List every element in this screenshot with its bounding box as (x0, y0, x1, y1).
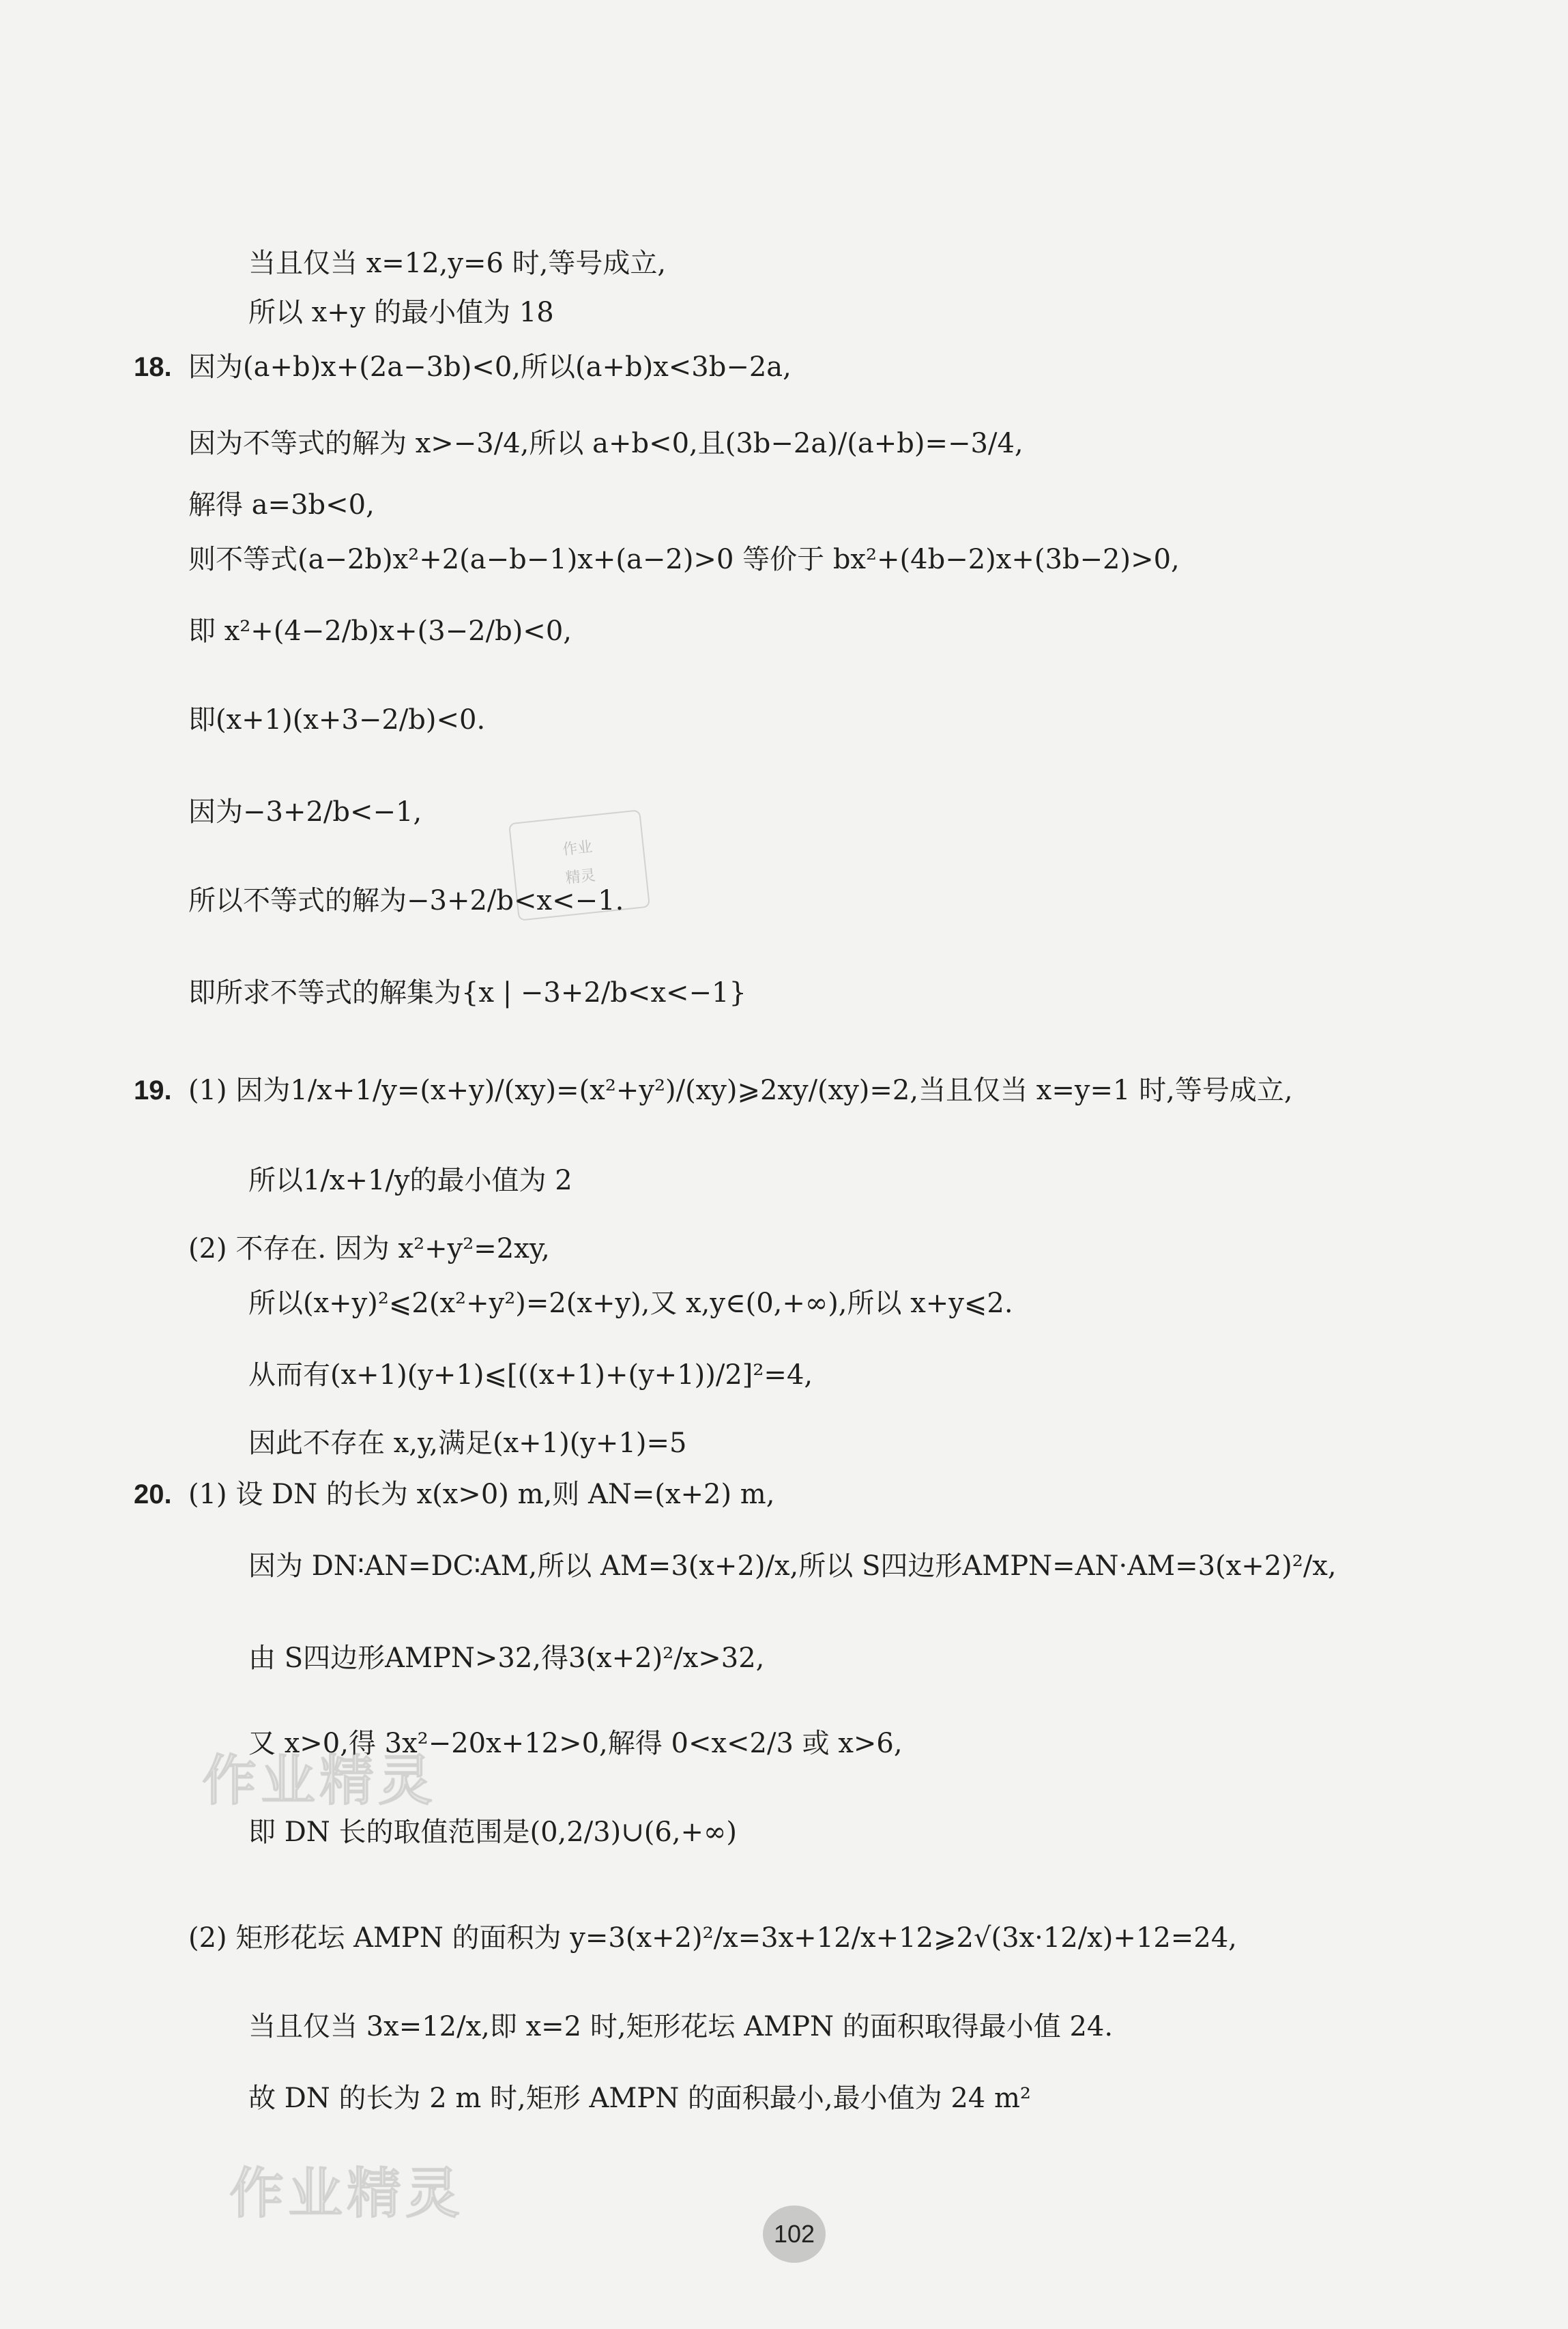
text-line: 即所求不等式的解集为{x | −3+2/b<x<−1} (188, 977, 746, 1009)
page-number: 102 (763, 2205, 826, 2263)
text-line: 所以(x+y)²⩽2(x²+y²)=2(x+y),又 x,y∈(0,+∞),所以 x+y⩽2. (248, 1288, 1013, 1319)
stamp-text: 作业 (562, 838, 594, 859)
text-line: 故 DN 的长为 2 m 时,矩形 AMPN 的面积最小,最小值为 24 m² (248, 2083, 1031, 2114)
text-line: 又 x>0,得 3x²−20x+12>0,解得 0<x<2/3 或 x>6, (248, 1728, 903, 1759)
text-line: 因为不等式的解为 x>−3/4,所以 a+b<0,且(3b−2a)/(a+b)=−3/4, (188, 428, 1023, 459)
text-line: 因为(a+b)x+(2a−3b)<0,所以(a+b)x<3b−2a, (188, 351, 792, 383)
watermark-text: 作业精灵 (202, 1748, 437, 1812)
text-line: 即 DN 长的取值范围是(0,2/3)∪(6,+∞) (248, 1817, 737, 1848)
text-line: 解得 a=3b<0, (188, 489, 375, 521)
text-line: 因为−3+2/b<−1, (188, 796, 422, 828)
text-line: 所以 x+y 的最小值为 18 (248, 297, 554, 328)
text-line: 即 x²+(4−2/b)x+(3−2/b)<0, (188, 616, 572, 647)
text-line: (2) 不存在. 因为 x²+y²=2xy, (188, 1233, 550, 1264)
question-number-20: 20. (134, 1479, 172, 1509)
question-number-18: 18. (134, 352, 172, 382)
text-line: (2) 矩形花坛 AMPN 的面积为 y=3(x+2)²/x=3x+12/x+12⩾2√(3x·12/x)+12=24, (188, 1922, 1237, 1954)
text-line: (1) 设 DN 的长为 x(x>0) m,则 AN=(x+2) m, (188, 1479, 775, 1510)
text-line: 所以1/x+1/y的最小值为 2 (248, 1165, 572, 1196)
text-line: (1) 因为1/x+1/y=(x+y)/(xy)=(x²+y²)/(xy)⩾2xy/(xy)=2,当且仅当 x=y=1 时,等号成立, (188, 1075, 1293, 1106)
text-line: 因此不存在 x,y,满足(x+1)(y+1)=5 (248, 1428, 687, 1459)
text-line: 所以不等式的解为−3+2/b<x<−1. (188, 885, 624, 916)
question-number-19: 19. (134, 1075, 172, 1105)
watermark-text: 作业精灵 (229, 2161, 464, 2225)
text-line: 由 S四边形AMPN>32,得3(x+2)²/x>32, (248, 1643, 765, 1674)
watermark-stamp (508, 809, 650, 921)
text-line: 即(x+1)(x+3−2/b)<0. (188, 704, 486, 736)
stamp-text: 精灵 (564, 867, 597, 888)
text-line: 当且仅当 x=12,y=6 时,等号成立, (248, 248, 667, 279)
text-line: 则不等式(a−2b)x²+2(a−b−1)x+(a−2)>0 等价于 bx²+(4b−2)x+(3b−2)>0, (188, 544, 1180, 575)
text-line: 当且仅当 3x=12/x,即 x=2 时,矩形花坛 AMPN 的面积取得最小值 24. (248, 2011, 1114, 2042)
text-line: 因为 DN∶AN=DC∶AM,所以 AM=3(x+2)/x,所以 S四边形AMPN=AN·AM=3(x+2)²/x, (248, 1550, 1337, 1582)
text-line: 从而有(x+1)(y+1)⩽[((x+1)+(y+1))/2]²=4, (248, 1359, 813, 1391)
